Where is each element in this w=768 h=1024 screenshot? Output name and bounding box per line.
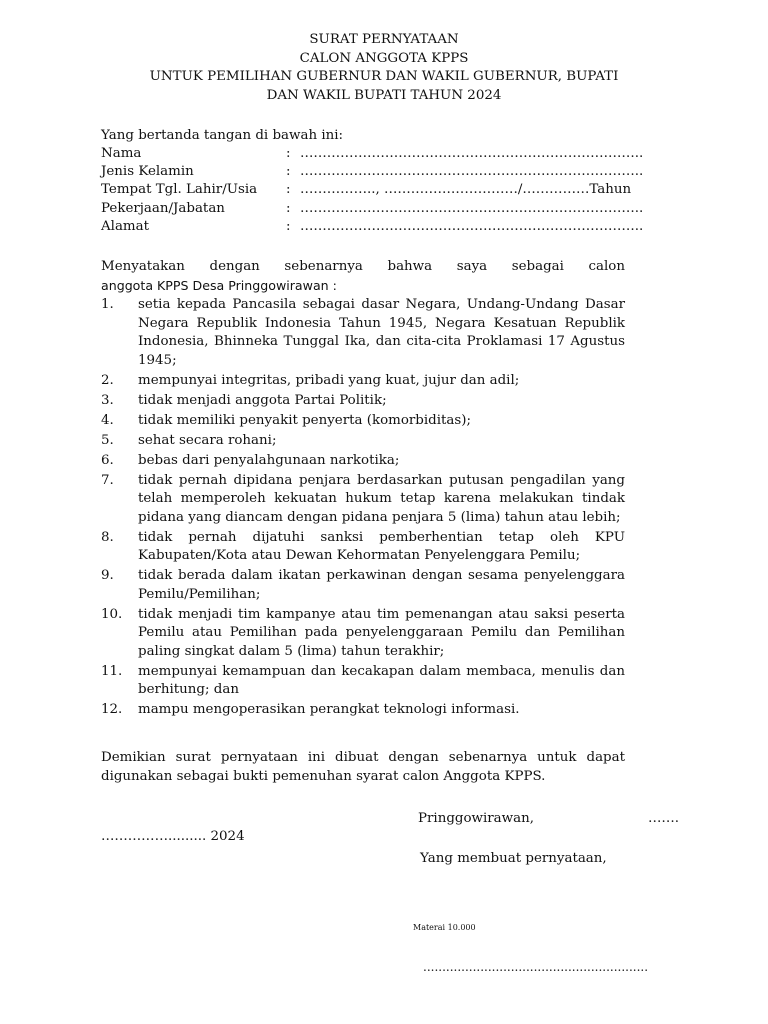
field-label: Jenis Kelamin (101, 164, 194, 179)
list-item (101, 606, 625, 662)
list-item (101, 296, 625, 370)
list-item (101, 701, 625, 720)
item-text: mempunyai integritas, pribadi yang kuat, jujur dan adil; (138, 372, 520, 388)
statement-line-1: Menyatakan dengan sebenarnya bahwa saya sebagai calon (101, 259, 625, 274)
item-number: 4. (101, 412, 114, 428)
item-number: 12. (101, 702, 123, 717)
signature-name-line: ........................................................... (423, 960, 649, 974)
field-value: ………………………………………………………………….. (300, 201, 644, 216)
field-label: Tempat Tgl. Lahir/Usia (101, 182, 258, 197)
item-text: sehat secara rohani; (138, 432, 277, 448)
item-text: tidak menjadi anggota Partai Politik; (138, 392, 387, 408)
item-text: mampu mengoperasikan perangkat teknologi informasi. (138, 702, 520, 717)
list-item (101, 529, 625, 566)
field-label: Alamat (101, 219, 149, 234)
list-item (101, 412, 625, 431)
item-text: tidak pernah dijatuhi sanksi pemberhentian tetap oleh KPU Kabupaten/Kota atau Dewan Kehormatan Penyelenggara Pemilu; (138, 529, 625, 563)
field-colon: : (286, 182, 291, 197)
title-line-4: DAN WAKIL BUPATI TAHUN 2024 (266, 87, 502, 103)
field-colon: : (286, 201, 291, 216)
list-item (101, 372, 625, 391)
item-number: 5. (101, 432, 114, 448)
field-value: ………………………………………………………………….. (300, 164, 644, 179)
item-number: 10. (101, 606, 123, 622)
closing-paragraph: Demikian surat pernyataan ini dibuat dengan sebenarnya untuk dapat digunakan sebagai bukti pemenuhan syarat calon Anggota KPPS. (101, 750, 625, 784)
field-label: Pekerjaan/Jabatan (101, 201, 225, 216)
list-item (101, 567, 625, 604)
item-text: bebas dari penyalahgunaan narkotika; (138, 452, 400, 468)
list-item (101, 432, 625, 451)
item-number: 1. (101, 297, 114, 312)
item-number: 2. (101, 372, 114, 388)
statement (101, 258, 625, 295)
item-text: tidak pernah dipidana penjara berdasarkan putusan pengadilan yang telah memperoleh kekuatan hukum tetap karena melakukan tindak pidana yang diancam dengan pidana penjara 5 (lima) tahun atau lebih; (138, 472, 625, 525)
field-value: …………….., …………………………/……………Tahun (300, 182, 632, 197)
signature-day-dots: ……. (648, 811, 680, 826)
field-colon: : (286, 219, 291, 234)
list-item (101, 392, 625, 411)
title-line-1: SURAT PERNYATAAN (309, 32, 459, 47)
requirements-list (101, 296, 625, 720)
item-text: tidak memiliki penyakit penyerta (komorbiditas); (138, 412, 471, 428)
signature-date: ……………......... 2024 (101, 829, 245, 844)
item-text: mempunyai kemampuan dan kecakapan dalam membaca, menulis dan berhitung; dan (138, 663, 625, 697)
item-number: 8. (101, 529, 114, 545)
title-line-2: CALON ANGGOTA KPPS (299, 50, 469, 66)
item-text: setia kepada Pancasila sebagai dasar Negara, Undang-Undang Dasar Negara Republik Indonesia Tahun 1945, Negara Kesatuan Republik Indonesia, Bhinneka Tunggal Ika, dan cita-cita Proklamasi 17 Agustus 1945; (138, 297, 625, 368)
statement-line-2: anggota KPPS Desa Pringgowirawan : (101, 277, 337, 293)
item-number: 7. (101, 472, 114, 488)
stamp-duty-label: Materai 10.000 (413, 923, 476, 932)
item-number: 9. (101, 568, 114, 583)
intro-text: Yang bertanda tangan di bawah ini: (101, 128, 344, 143)
field-value: ………………………………………………………………….. (300, 219, 644, 234)
field-label: Nama (101, 146, 142, 161)
item-text: tidak menjadi tim kampanye atau tim pemenangan atau saksi peserta Pemilu atau Pemilihan pada penyelenggaraan Pemilu dan Pemilihan paling singkat dalam 5 (lima) tahun terakhir; (138, 606, 625, 659)
signature-maker: Yang membuat pernyataan, (420, 851, 607, 866)
list-item (101, 663, 625, 700)
item-number: 6. (101, 452, 114, 468)
item-number: 3. (101, 392, 114, 408)
field-colon: : (286, 146, 291, 161)
signature-place: Pringgowirawan, (418, 811, 534, 826)
item-text: tidak berada dalam ikatan perkawinan dengan sesama penyelenggara Pemilu/Pemilihan; (138, 568, 625, 602)
item-number: 11. (101, 663, 123, 679)
list-item (101, 452, 625, 471)
field-colon: : (286, 164, 291, 179)
title-line-3: UNTUK PEMILIHAN GUBERNUR DAN WAKIL GUBERNUR, BUPATI (149, 69, 619, 84)
list-item (101, 472, 625, 528)
document-title (0, 31, 768, 105)
field-value: ………………………………………………………………….. (300, 146, 644, 161)
